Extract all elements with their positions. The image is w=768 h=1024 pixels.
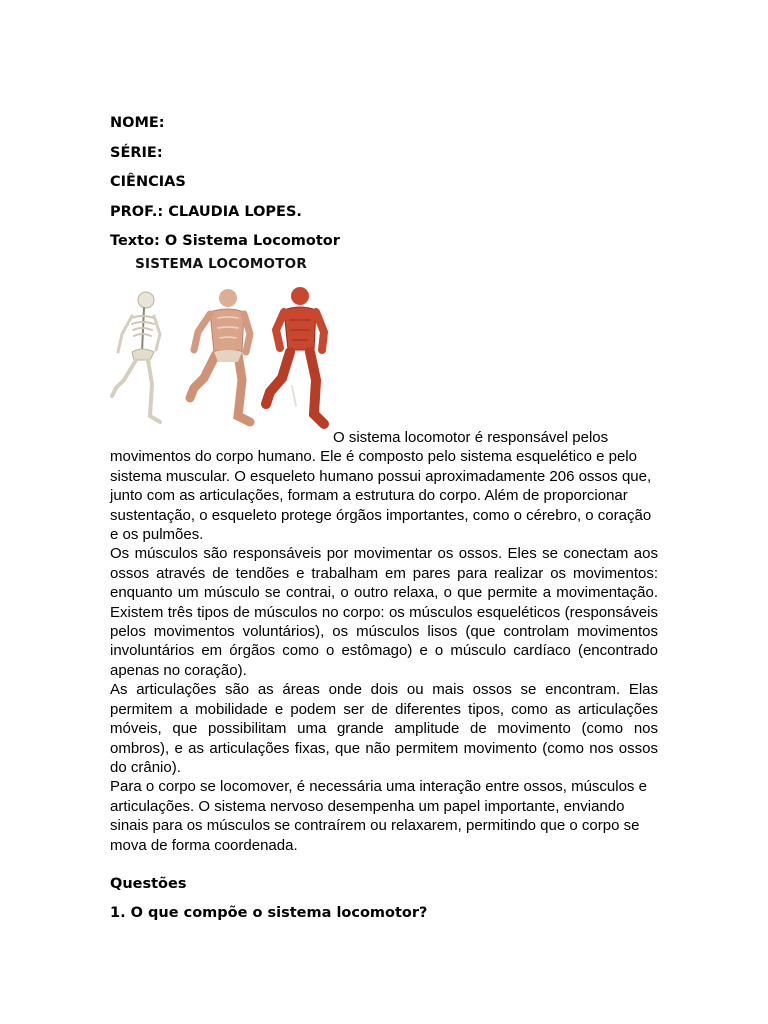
questions-heading: Questões bbox=[110, 875, 187, 892]
question-1: 1. O que compõe o sistema locomotor? bbox=[110, 904, 428, 921]
paragraph-3: As articulações são as áreas onde dois ou mais ossos se encontram. Elas permitem a mobilidade e podem ser de diferentes tipos, como as articulações móveis, que possibilitam uma grande amplitude de movimento (como nos ombros), e as articulações fixas, que não permitem movimento (como nos ossos do crânio). bbox=[110, 681, 658, 776]
nome-field: NOME: bbox=[110, 115, 165, 131]
subject-heading: CIÊNCIAS bbox=[110, 174, 186, 190]
paragraph-4: Para o corpo se locomover, é necessária uma interação entre ossos, músculos e articulações. O sistema nervoso desempenha um papel importante, enviando sinais para os músculos se contraírem ou relaxarem, permitindo que o corpo se mova de forma coordenada. bbox=[110, 778, 647, 854]
translucent-muscle-figure bbox=[190, 289, 250, 422]
locomotor-figure bbox=[110, 256, 332, 430]
text-title: Texto: O Sistema Locomotor bbox=[110, 233, 340, 249]
paragraph-1-body: movimentos do corpo humano. Ele é composto pelo sistema esquelético e pelo sistema muscular. O esqueleto humano possui aproximadamente 206 ossos que, junto com as articulações, formam a estrutura do corpo. Além de proporcionar sustentação, o esqueleto protege órgãos importantes, como o cérebro, o coração e os pulmões. bbox=[110, 448, 652, 544]
figure-title: SISTEMA LOCOMOTOR bbox=[135, 256, 307, 272]
paragraph-1 bbox=[110, 428, 658, 544]
skeleton-figure bbox=[112, 292, 160, 422]
teacher-name: PROF.: CLAUDIA LOPES. bbox=[110, 203, 302, 220]
paragraph-2: Os músculos são responsáveis por movimentar os ossos. Eles se conectam aos ossos através de tendões e trabalham em pares para realizar os movimentos: enquanto um músculo se contrai, o outro relaxa, o que permite a movimentação. Existem três tipos de músculos no corpo: os músculos esqueléticos (responsáveis pelos movimentos voluntários), os músculos lisos (que controlam movimentos involuntários em órgãos como o estômago) e o músculo cardíaco (encontrado apenas no coração). bbox=[110, 545, 658, 679]
paragraph-1-first-line: O sistema locomotor é responsável pelos bbox=[333, 429, 609, 446]
muscle-figure bbox=[266, 287, 324, 424]
running-bodies-illustration bbox=[110, 256, 332, 430]
document-page bbox=[110, 112, 658, 924]
serie-field: SÉRIE: bbox=[110, 144, 163, 161]
figure-wrap bbox=[110, 254, 658, 434]
